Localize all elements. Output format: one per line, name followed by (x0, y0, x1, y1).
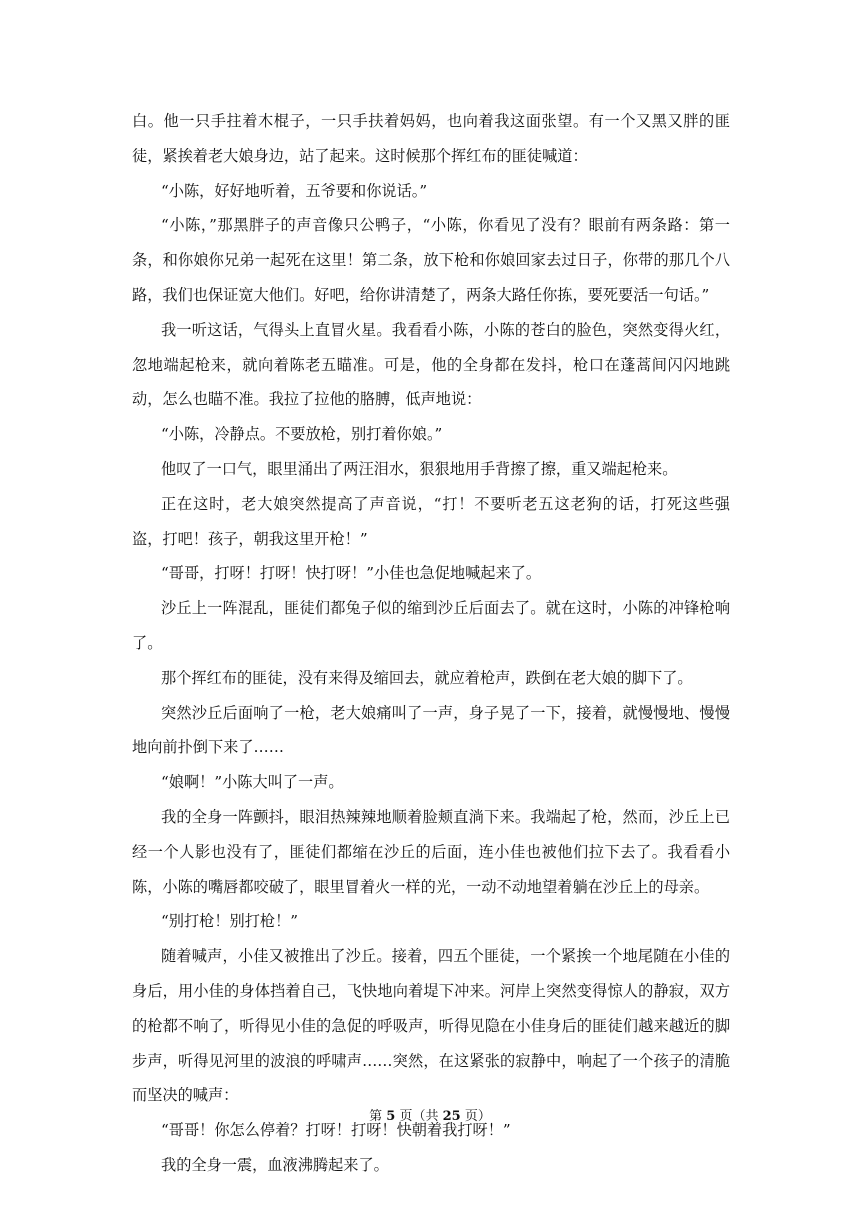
paragraph: 随着喊声，小佳又被推出了沙丘。接着，四五个匪徒，一个紧挨一个地尾随在小佳的身后，用小佳的身体挡着自己，飞快地向着堤下冲来。河岸上突然变得惊人的静寂，双方的枪都不响了，听得见小佳的急促的呼吸声，听得见隐在小佳身后的匪徒们越来越近的脚步声，听得见河里的波浪的呼啸声……突然，在这紧张的寂静中，响起了一个孩子的清脆而坚决的喊声： (132, 947, 730, 1105)
footer-middle: 页（共 (395, 1109, 443, 1124)
paragraph: “小陈，”那黑胖子的声音像只公鸭子，“小陈，你看见了没有？眼前有两条路：第一条，和你娘你兄弟一起死在这里！第二条，放下枪和你娘回家去过日子，你带的那几个八路，我们也保证宽大他们。好吧，给你讲清楚了，两条大路任你拣，要死要活一句话。” (132, 216, 730, 304)
footer-suffix: 页） (460, 1109, 491, 1124)
paragraph: “小陈，好好地听着，五爷要和你说话。” (161, 181, 428, 200)
paragraph: 我的全身一阵颤抖，眼泪热辣辣地顺着脸颊直淌下来。我端起了枪，然而，沙丘上已经一个人影也没有了，匪徒们都缩在沙丘的后面，连小佳也被他们拉下去了。我看看小陈，小陈的嘴唇都咬破了，眼里冒着火一样的光，一动不动地望着躺在沙丘上的母亲。 (132, 807, 730, 896)
paragraph: 我的全身一震，血液沸腾起来了。 (161, 1155, 389, 1174)
footer-prefix: 第 (369, 1109, 387, 1124)
page-footer (0, 1108, 860, 1126)
paragraph: 沙丘上一阵混乱，匪徒们都兔子似的缩到沙丘后面去了。就在这时，小陈的冲锋枪响了。 (132, 599, 730, 652)
paragraph: 那个挥红布的匪徒，没有来得及缩回去，就应着枪声，跌倒在老大娘的脚下了。 (161, 668, 693, 687)
paragraph: “别打枪！别打枪！” (161, 912, 299, 931)
paragraph: “小陈，冷静点。不要放枪，别打着你娘。” (161, 425, 443, 444)
paragraph: 他叹了一口气，眼里涌出了两汪泪水，狠狠地用手背擦了擦，重又端起枪来。 (161, 459, 678, 478)
total-page-count: 25 (442, 1109, 461, 1124)
paragraph: 正在这时，老大娘突然提高了声音说，“打！不要听老五这老狗的话，打死这些强盗，打吧！孩子，朝我这里开枪！” (132, 494, 730, 548)
paragraph: 我一听这话，气得头上直冒火星。我看看小陈，小陈的苍白的脸色，突然变得火红，忽地端起枪来，就向着陈老五瞄准。可是，他的全身都在发抖，枪口在蓬蒿间闪闪地跳动，怎么也瞄不准。我拉了拉他的胳膊，低声地说： (132, 320, 730, 409)
current-page-number: 5 (386, 1109, 396, 1124)
paragraph: “娘啊！”小陈大叫了一声。 (161, 773, 344, 792)
paragraph: 白。他一只手拄着木棍子，一只手扶着妈妈，也向着我这面张望。有一个又黑又胖的匪徒，紧挨着老大娘身边，站了起来。这时候那个挥红布的匪徒喊道： (132, 112, 730, 165)
paragraph: 突然沙丘后面响了一枪，老大娘痛叫了一声，身子晃了一下，接着，就慢慢地、慢慢地向前扑倒下来了…… (132, 703, 730, 757)
paragraph: “哥哥，打呀！打呀！快打呀！”小佳也急促地喊起来了。 (161, 564, 542, 583)
body-text (132, 104, 730, 1183)
paragraph: “哥哥！你怎么停着？打呀！打呀！快朝着我打呀！” (161, 1121, 511, 1140)
